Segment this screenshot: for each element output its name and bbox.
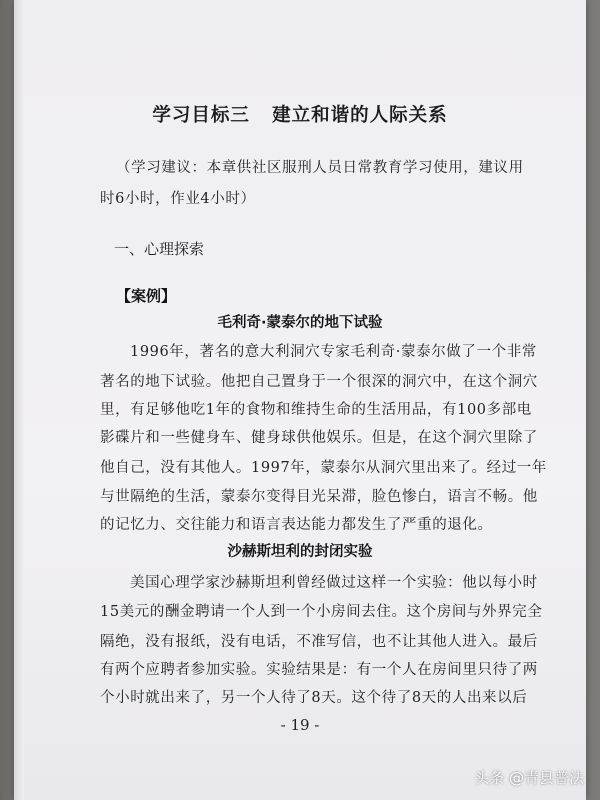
book-page [14,0,586,800]
paragraph-line: 他自己，没有其他人。1997年，蒙泰尔从洞穴里出来了。经过一年 [100,460,547,476]
paragraph-line: 与世隔绝的生活，蒙泰尔变得目光呆滞，脸色惨白，语言不畅。他 [100,489,538,505]
watermark-label: 头条 @青县普法 [474,769,584,787]
paragraph-line: 美国心理学家沙赫斯坦利曾经做过这样一个实验：他以每小时 [130,575,538,591]
chapter-title: 学习目标三 建立和谐的人际关系 [152,105,448,126]
case-title: 毛利奇·蒙泰尔的地下试验 [217,315,383,331]
paragraph-line: 个小时就出来了，另一个人待了8天。这个待了8天的人出来以后 [100,690,528,706]
study-suggestion-line: 时6小时，作业4小时） [100,191,256,207]
paragraph-line: 有两个应聘者参加实验。实验结果是：有一个人在房间里只待了两 [100,662,538,678]
paragraph-line: 里，有足够他吃1年的食物和维持生命的生活用品，有100多部电 [100,402,532,418]
study-suggestion-line: （学习建议：本章供社区服刑人员日常教育学习使用，建议用 [116,160,524,176]
case-title: 沙赫斯坦利的封闭实验 [227,544,373,560]
paragraph-line: 的记忆力、交往能力和语言表达能力都发生了严重的退化。 [100,517,493,533]
paragraph-line: 1996年，著名的意大利洞穴专家毛利奇·蒙泰尔做了一个非常 [130,344,537,360]
paragraph-line: 影碟片和一些健身车、健身球供他娱乐。但是，在这个洞穴里除了 [100,430,538,446]
section-heading: 一、心理探索 [114,240,205,258]
page-number: - 19 - [280,716,320,734]
paragraph-line: 15美元的酬金聘请一个人到一个小房间去住。这个房间与外界完全 [100,604,543,620]
case-tag: 【案例】 [116,287,177,305]
paragraph-line: 隔绝，没有报纸，没有电话，不准写信，也不让其他人进入。最后 [100,634,538,650]
paragraph-line: 著名的地下试验。他把自己置身于一个很深的洞穴中，在这个洞穴 [100,374,538,390]
